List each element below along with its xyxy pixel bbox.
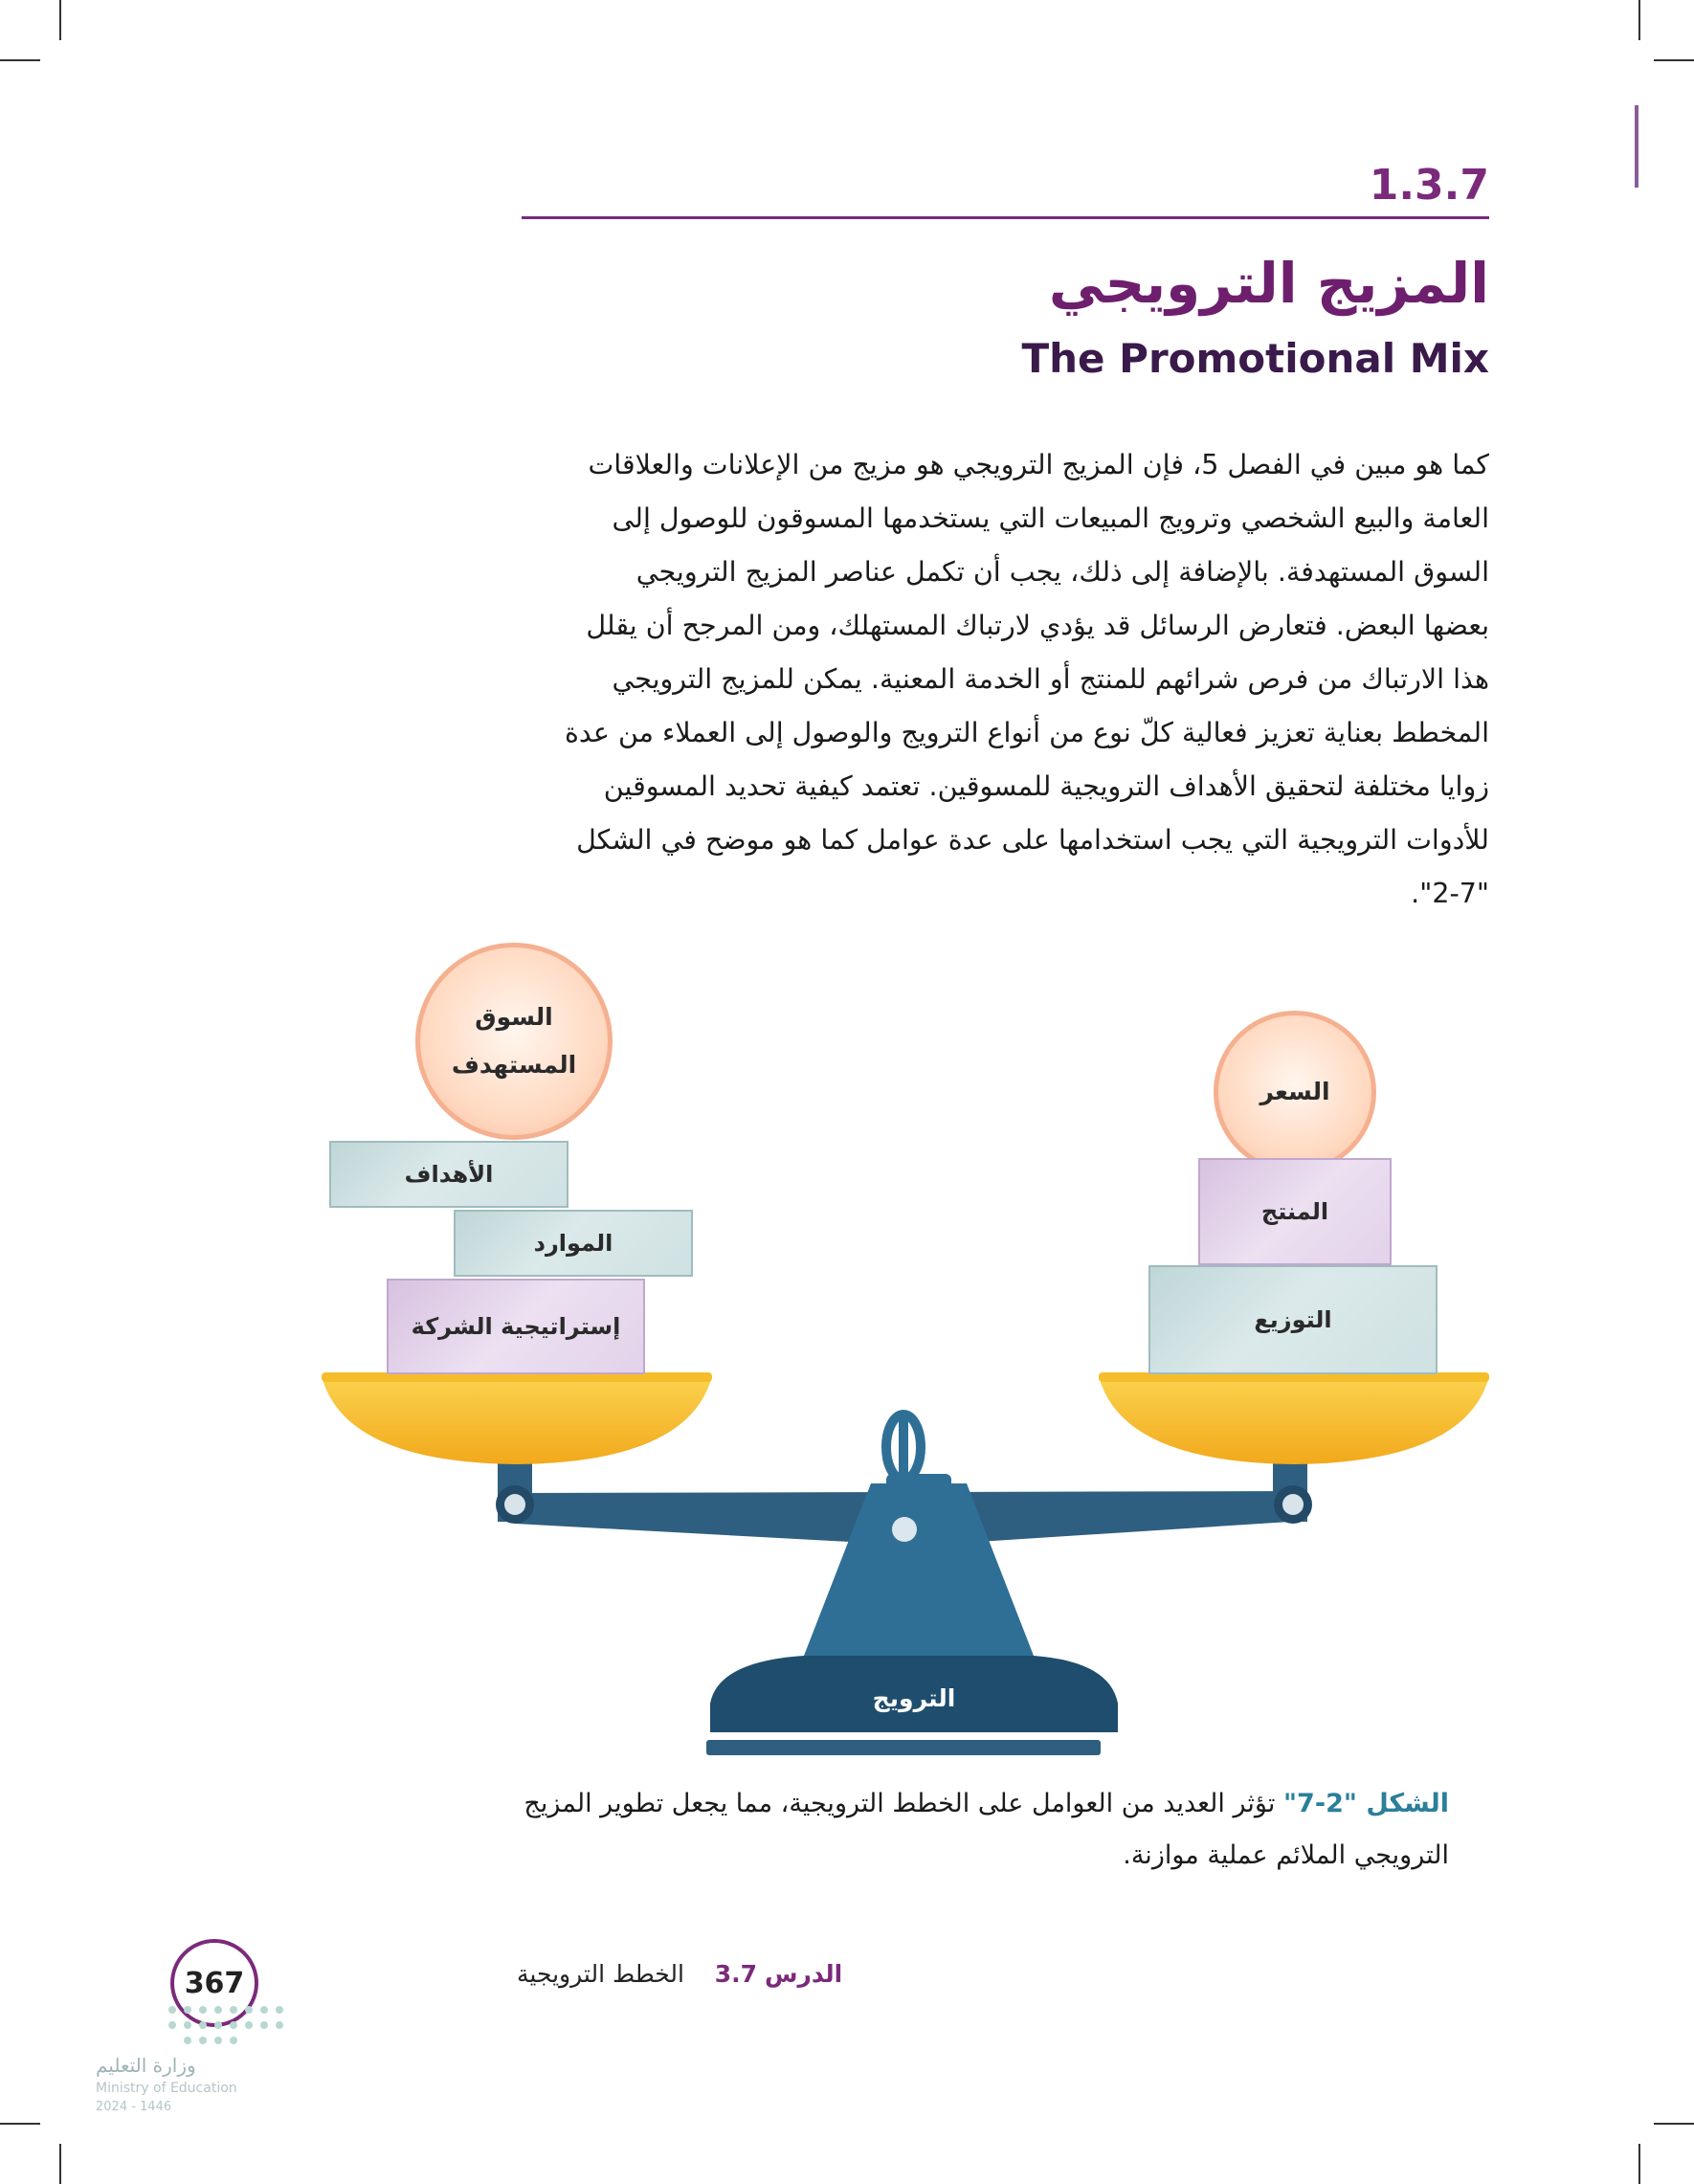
left-bubble-target-market: السوق المستهدف (415, 943, 613, 1140)
body-line: السوق المستهدفة. بالإضافة إلى ذلك، يجب أن تكمل عناصر المزيج الترويجي (635, 556, 1489, 588)
side-bar-mark (1635, 105, 1638, 188)
right-block-distribution: التوزيع (1148, 1265, 1438, 1374)
crop-mark (1638, 2144, 1640, 2184)
right-bubble-price: السعر (1214, 1011, 1376, 1173)
footer-lesson (517, 1960, 842, 1988)
caption-label: الشكل "2-7" (1282, 1789, 1449, 1818)
left-block-company-strategy: إستراتيجية الشركة (387, 1279, 645, 1374)
ministry-year: 2024 - 1446 (96, 2100, 172, 2114)
section-number: 1.3.7 (1369, 161, 1489, 210)
body-line: هذا الارتباك من فرص شرائهم للمنتج أو الخدمة المعنية. يمكن للمزيج الترويجي (612, 663, 1489, 695)
left-block-objectives: الأهداف (329, 1141, 568, 1208)
stand-pivot (892, 1517, 917, 1542)
scale-base-label: الترويج (872, 1684, 956, 1712)
crop-mark (59, 2144, 61, 2184)
page-title-arabic: المزيج الترويجي (1048, 251, 1489, 316)
body-line: "2-7". (1411, 878, 1489, 909)
crop-mark (0, 2123, 40, 2125)
crop-mark (59, 0, 61, 40)
figure-caption (492, 1778, 1449, 1882)
ministry-dots-icon (163, 2000, 392, 2048)
ministry-name-ar: وزارة التعليم (96, 2054, 196, 2077)
left-block-resources: الموارد (454, 1210, 693, 1277)
crop-mark (1654, 59, 1694, 61)
caption-line-1: الشكل "2-7" تؤثر العديد من العوامل على الخطط الترويجية، مما يجعل تطوير المزيج (524, 1789, 1449, 1818)
right-block-product: المنتج (1198, 1158, 1392, 1265)
header-rule (522, 216, 1489, 219)
page-title-english: The Promotional Mix (1021, 335, 1489, 382)
body-line: المخطط بعناية تعزيز فعالية كلّ نوع من أنواع الترويج والوصول إلى العملاء من عدة (565, 717, 1489, 748)
right-pan (1099, 1376, 1489, 1464)
left-pan (322, 1376, 712, 1464)
body-line: زوايا مختلفة لتحقيق الأهداف الترويجية للمسوقين. تعتمد كيفية تحديد المسوقين (603, 770, 1489, 802)
body-line: العامة والبيع الشخصي وترويج المبيعات التي يستخدمها المسوقون للوصول إلى (612, 502, 1489, 534)
lesson-title: الخطط الترويجية (517, 1960, 684, 1988)
ministry-logo (96, 2000, 325, 2125)
body-paragraph (513, 438, 1489, 921)
lesson-number: 3.7 (714, 1960, 757, 1988)
lesson-label: الدرس (764, 1960, 843, 1988)
body-line: للأدوات الترويجية التي يجب استخدامها على عدة عوامل كما هو موضح في الشكل (576, 824, 1489, 856)
crop-mark (1654, 2123, 1694, 2125)
crop-mark (1638, 0, 1640, 40)
page-number: 367 (170, 1939, 258, 2027)
crop-mark (0, 59, 40, 61)
balance-scale-figure (306, 919, 1531, 1780)
caption-line-2: الترويجي الملائم عملية موازنة. (1123, 1840, 1449, 1870)
body-line: كما هو مبين في الفصل 5، فإن المزيج الترويجي هو مزيج من الإعلانات والعلاقات (588, 449, 1489, 480)
body-line: بعضها البعض. فتعارض الرسائل قد يؤدي لارتباك المستهلك، ومن المرجح أن يقلل (586, 610, 1489, 641)
ministry-name-en: Ministry of Education (96, 2081, 237, 2096)
